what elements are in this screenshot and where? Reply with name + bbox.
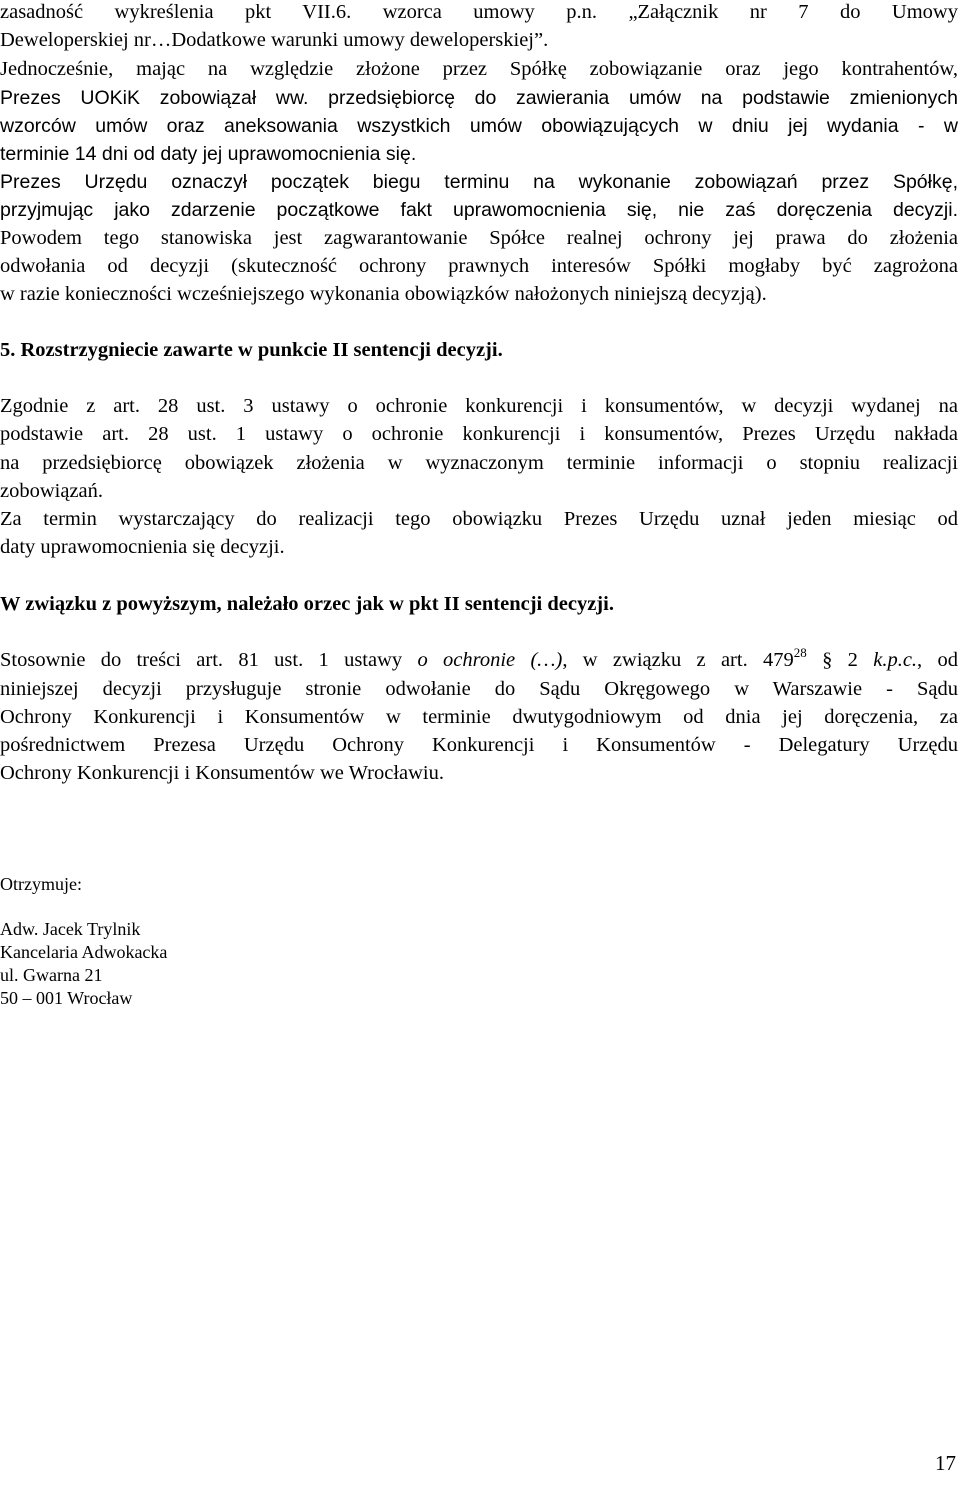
page-number: 17 bbox=[935, 1451, 956, 1475]
paragraph-4-line-2: podstawie art. 28 ust. 1 ustawy o ochronie konkurencji i konsumentów, Prezes Urzędu nakłada bbox=[0, 423, 958, 445]
appeal-code-abbrev: k.p.c. bbox=[873, 649, 918, 671]
conclusion-statement: W związku z powyższym, należało orzec jak w pkt II sentencji decyzji. bbox=[0, 593, 614, 615]
appeal-article-superscript: 28 bbox=[793, 645, 807, 660]
paragraph-3-line-2: przyjmując jako zdarzenie początkowe fakt uprawomocnienia się, nie zaś doręczenia decyzji. bbox=[0, 199, 958, 221]
paragraph-1-line-1: zasadność wykreślenia pkt VII.6. wzorca umowy p.n. „Załącznik nr 7 do Umowy bbox=[0, 1, 958, 23]
appeal-text-d: , od bbox=[917, 649, 958, 671]
paragraph-3-line-1: Prezes Urzędu oznaczył początek biegu terminu na wykonanie zobowiązań przez Spółkę, bbox=[0, 171, 958, 193]
paragraph-2-line-4: terminie 14 dni od daty jej uprawomocnienia się. bbox=[0, 143, 417, 165]
appeal-line-3: Ochrony Konkurencji i Konsumentów w terminie dwutygodniowym od dnia jej doręczenia, za bbox=[0, 706, 958, 728]
appeal-line-5: Ochrony Konkurencji i Konsumentów we Wrocławiu. bbox=[0, 762, 445, 784]
recipient-office: Kancelaria Adwokacka bbox=[0, 942, 168, 962]
paragraph-3-line-5: w razie konieczności wcześniejszego wykonania obowiązków nałożonych niniejszą decyzją). bbox=[0, 283, 767, 305]
appeal-line-4: pośrednictwem Prezesa Urzędu Ochrony Konkurencji i Konsumentów - Delegatury Urzędu bbox=[0, 734, 958, 756]
paragraph-1-line-2: Deweloperskiej nr…Dodatkowe warunki umowy deweloperskiej”. bbox=[0, 29, 549, 51]
recipient-street: ul. Gwarna 21 bbox=[0, 965, 103, 985]
paragraph-4-line-4: zobowiązań. bbox=[0, 480, 104, 502]
recipient-name: Adw. Jacek Trylnik bbox=[0, 919, 141, 939]
recipients-label: Otrzymuje: bbox=[0, 874, 82, 894]
paragraph-4-line-3: na przedsiębiorcę obowiązek złożenia w wyznaczonym terminie informacji o stopniu realizacji bbox=[0, 452, 958, 474]
section-heading-5: 5. Rozstrzygniecie zawarte w punkcie II sentencji decyzji. bbox=[0, 339, 503, 361]
appeal-line-1 bbox=[0, 646, 958, 674]
paragraph-2-line-2: Prezes UOKiK zobowiązał ww. przedsiębiorcę do zawierania umów na podstawie zmienionych bbox=[0, 87, 958, 109]
paragraph-2-line-1: Jednocześnie, mając na względzie złożone przez Spółkę zobowiązanie oraz jego kontrahentów, bbox=[0, 58, 958, 80]
appeal-act-title: o ochronie (…) bbox=[417, 649, 563, 671]
appeal-line-2: niniejszej decyzji przysługuje stronie odwołanie do Sądu Okręgowego w Warszawie - Sądu bbox=[0, 678, 958, 700]
paragraph-3-line-4: odwołania od decyzji (skuteczność ochrony prawnych interesów Spółki mogłaby być zagrożona bbox=[0, 255, 958, 277]
appeal-text-b: , w związku z art. 479 bbox=[562, 649, 794, 671]
appeal-text-a: Stosownie do treści art. 81 ust. 1 ustawy bbox=[0, 649, 418, 671]
paragraph-3-line-3: Powodem tego stanowiska jest zagwarantowanie Spółce realnej ochrony jej prawa do złożenia bbox=[0, 227, 958, 249]
paragraph-4-line-1: Zgodnie z art. 28 ust. 3 ustawy o ochronie konkurencji i konsumentów, w decyzji wydanej na bbox=[0, 395, 958, 417]
paragraph-5-line-1: Za termin wystarczający do realizacji tego obowiązku Prezes Urzędu uznał jeden miesiąc od bbox=[0, 508, 958, 530]
appeal-text-c: § 2 bbox=[806, 649, 874, 671]
paragraph-5-line-2: daty uprawomocnienia się decyzji. bbox=[0, 536, 285, 558]
recipient-city: 50 – 001 Wrocław bbox=[0, 988, 133, 1008]
paragraph-2-line-3: wzorców umów oraz aneksowania wszystkich umów obowiązujących w dniu jej wydania - w bbox=[0, 115, 958, 137]
